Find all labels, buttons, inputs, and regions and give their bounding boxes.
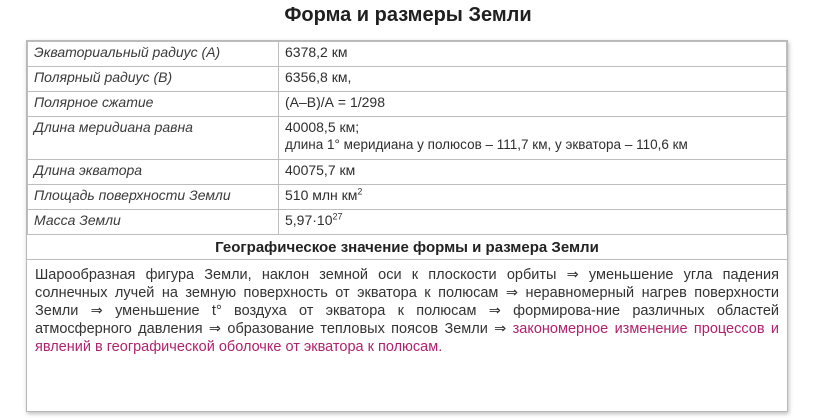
value-line: длина 1° меридиана у полюсов – 111,7 км, у экватора – 110,6 км — [285, 137, 688, 152]
table-row — [28, 117, 787, 160]
value-exponent: 2 — [357, 186, 363, 197]
param-cell: Масса Земли — [28, 210, 279, 235]
value-cell — [279, 210, 787, 235]
value-cell — [279, 117, 787, 160]
param-cell: Экваториальный радиус (А) — [28, 42, 279, 67]
param-cell: Площадь поверхности Земли — [28, 185, 279, 210]
value-cell — [279, 185, 787, 210]
value-cell: 40075,7 км — [279, 160, 787, 185]
value-cell: 6356,8 км, — [279, 67, 787, 92]
value-exponent: 27 — [332, 211, 343, 222]
section-text — [27, 260, 787, 356]
page-title: Форма и размеры Земли — [284, 4, 532, 26]
table-row — [28, 92, 787, 117]
param-cell: Длина меридиана равна — [28, 117, 279, 160]
section-body: Шарообразная фигура Земли, наклон земной оси к плоскости орбиты ⇒ уменьшение угла падения солнечных лучей на земную поверхность от экватора к полюсам ⇒ неравномерный нагрев поверхности Земли ⇒ уменьшение t° воздуха от экватора к полюсам ⇒ формирова-ние различных областей атмосферного давления ⇒ образование тепловых поясов Земли ⇒ — [35, 267, 779, 337]
param-cell: Полярный радиус (В) — [28, 67, 279, 92]
section-accent-text: закономерное изменение процессов и явлений в географической оболочке от экватора к полюсам. — [35, 321, 779, 355]
value-line: 40008,5 км; — [285, 119, 360, 135]
value-text: 510 млн км — [285, 187, 358, 203]
table-row — [28, 160, 787, 185]
param-cell: Длина экватора — [28, 160, 279, 185]
table-row — [28, 185, 787, 210]
value-cell: 6378,2 км — [279, 42, 787, 67]
earth-facts-panel — [26, 40, 788, 412]
param-cell: Полярное сжатие — [28, 92, 279, 117]
table-row — [28, 210, 787, 235]
facts-table — [27, 41, 787, 235]
section-title: Географическое значение формы и размера Земли — [27, 235, 787, 260]
table-row — [28, 67, 787, 92]
value-cell: (А–В)/А = 1/298 — [279, 92, 787, 117]
value-text: 5,97·10 — [285, 212, 333, 228]
table-row — [28, 42, 787, 67]
